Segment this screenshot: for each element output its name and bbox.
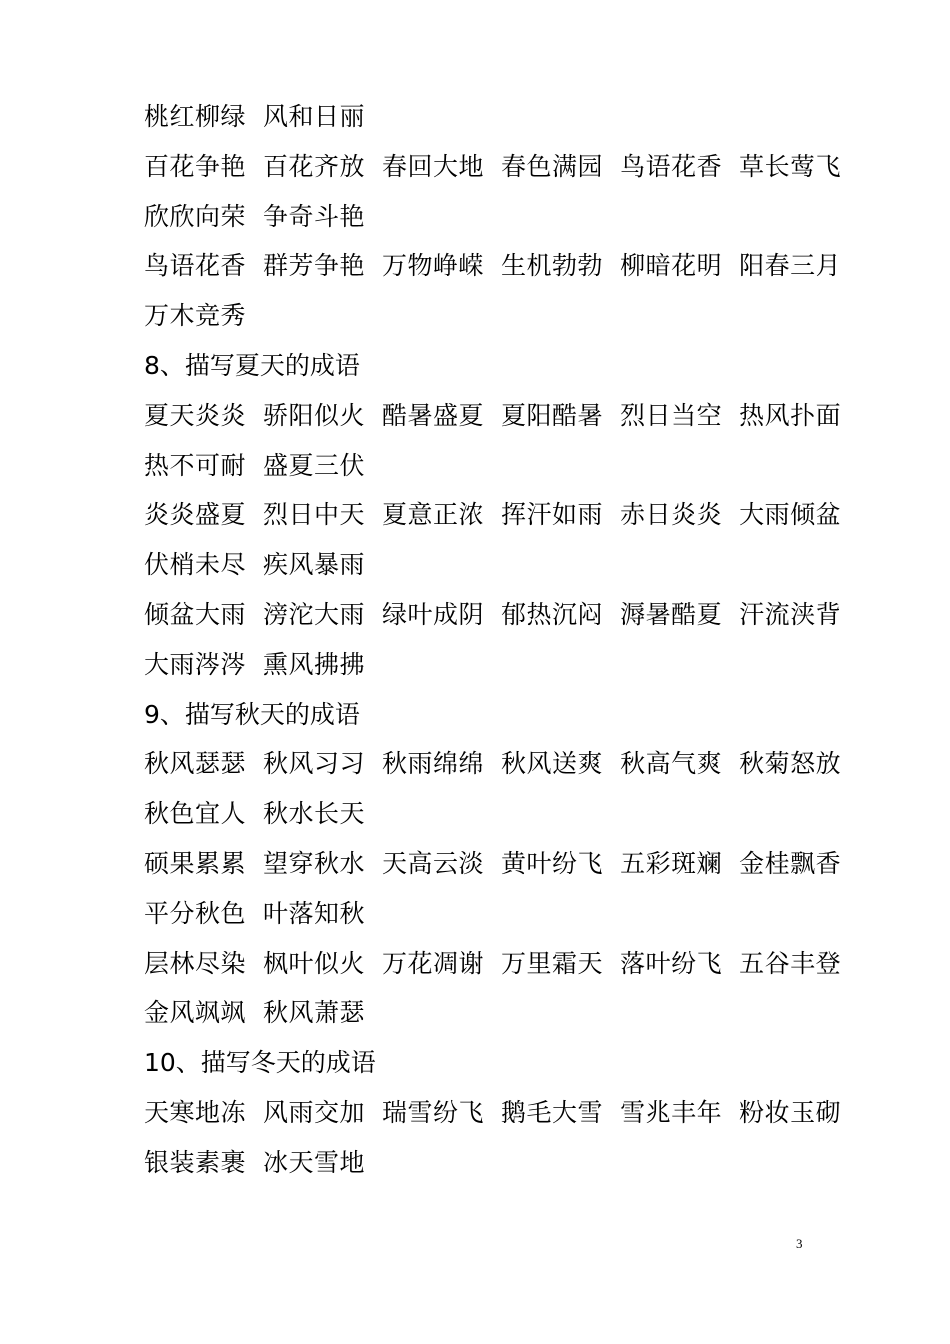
idiom: 夏意正浓: [382, 500, 485, 530]
idiom: 酷暑盛夏: [382, 400, 485, 430]
idiom: 百花争艳: [144, 151, 247, 181]
idiom: 热不可耐: [144, 450, 247, 480]
section-heading: 10、描写冬天的成语: [144, 1048, 376, 1078]
idiom-line: [144, 839, 842, 889]
idiom: 骄阳似火: [263, 400, 366, 430]
idiom: 金风飒飒: [144, 998, 247, 1028]
idiom: 草长莺飞: [739, 151, 842, 181]
idiom-line: [144, 739, 842, 789]
idiom-line: [144, 441, 824, 491]
idiom: 秋色宜人: [144, 799, 247, 829]
idiom: 烈日当空: [620, 400, 723, 430]
idiom: 欣欣向荣: [144, 201, 247, 231]
idiom: 万花凋谢: [382, 948, 485, 978]
idiom-line: [144, 988, 824, 1038]
idiom: 望穿秋水: [263, 848, 366, 878]
idiom: 伏梢未尽: [144, 550, 247, 580]
idiom: 春色满园: [501, 151, 604, 181]
idiom: 天寒地冻: [144, 1097, 247, 1127]
idiom: 疾风暴雨: [263, 550, 366, 580]
idiom: 雪兆丰年: [620, 1097, 723, 1127]
idiom: 枫叶似火: [263, 948, 366, 978]
idiom: 万木竞秀: [144, 301, 247, 331]
idiom-line: [144, 590, 842, 640]
idiom: 鸟语花香: [144, 251, 247, 281]
idiom: 冰天雪地: [263, 1147, 366, 1177]
idiom: 大雨倾盆: [739, 500, 842, 530]
idiom: 郁热沉闷: [501, 599, 604, 629]
idiom-line: [144, 391, 842, 441]
idiom-line: [144, 192, 824, 242]
page-number: 3: [796, 1236, 803, 1251]
idiom: 秋雨绵绵: [382, 749, 485, 779]
idiom: 五谷丰登: [739, 948, 842, 978]
idiom: 叶落知秋: [263, 898, 366, 928]
idiom: 春回大地: [382, 151, 485, 181]
idiom: 烈日中天: [263, 500, 366, 530]
idiom: 秋水长天: [263, 799, 366, 829]
idiom-line: [144, 142, 842, 192]
idiom: 群芳争艳: [263, 251, 366, 281]
idiom: 溽暑酷夏: [620, 599, 723, 629]
idiom-line: [144, 939, 842, 989]
section-heading: 9、描写秋天的成语: [144, 699, 360, 729]
idiom: 倾盆大雨: [144, 599, 247, 629]
idiom-line: [144, 789, 824, 839]
idiom: 万里霜天: [501, 948, 604, 978]
idiom: 柳暗花明: [620, 251, 723, 281]
idiom: 秋风习习: [263, 749, 366, 779]
idiom: 风和日丽: [263, 102, 366, 131]
idiom: 挥汗如雨: [501, 500, 604, 530]
idiom: 夏阳酷暑: [501, 400, 604, 430]
idiom-line: [144, 291, 824, 341]
idiom: 生机勃勃: [501, 251, 604, 281]
idiom: 粉妆玉砌: [739, 1097, 842, 1127]
idiom: 炎炎盛夏: [144, 500, 247, 530]
idiom: 层林尽染: [144, 948, 247, 978]
idiom: 秋风送爽: [501, 749, 604, 779]
idiom: 秋风瑟瑟: [144, 749, 247, 779]
idiom: 秋风萧瑟: [263, 998, 366, 1028]
idiom-line: [144, 889, 824, 939]
idiom-line: [144, 490, 842, 540]
idiom: 鸟语花香: [620, 151, 723, 181]
idiom: 鹅毛大雪: [501, 1097, 604, 1127]
idiom: 平分秋色: [144, 898, 247, 928]
idiom-line: [144, 241, 842, 291]
idiom: 五彩斑斓: [620, 848, 723, 878]
idiom-line: [144, 640, 824, 690]
idiom: 争奇斗艳: [263, 201, 366, 231]
idiom: 赤日炎炎: [620, 500, 723, 530]
idiom-line: [144, 92, 824, 142]
idiom: 热风扑面: [739, 400, 842, 430]
idiom: 秋菊怒放: [739, 749, 842, 779]
document-body: [144, 92, 842, 1188]
idiom-line: [144, 1138, 824, 1188]
idiom: 盛夏三伏: [263, 450, 366, 480]
idiom: 万物峥嵘: [382, 251, 485, 281]
idiom: 大雨涔涔: [144, 649, 247, 679]
idiom: 秋高气爽: [620, 749, 723, 779]
idiom: 桃红柳绿: [144, 102, 247, 131]
idiom-line: [144, 540, 824, 590]
idiom-line: [144, 1088, 842, 1138]
idiom: 黄叶纷飞: [501, 848, 604, 878]
idiom: 绿叶成阴: [382, 599, 485, 629]
idiom: 阳春三月: [739, 251, 842, 281]
idiom: 风雨交加: [263, 1097, 366, 1127]
idiom: 天高云淡: [382, 848, 485, 878]
idiom: 熏风拂拂: [263, 649, 366, 679]
idiom: 夏天炎炎: [144, 400, 247, 430]
idiom: 滂沱大雨: [263, 599, 366, 629]
idiom: 落叶纷飞: [620, 948, 723, 978]
idiom: 百花齐放: [263, 151, 366, 181]
idiom: 瑞雪纷飞: [382, 1097, 485, 1127]
idiom: 硕果累累: [144, 848, 247, 878]
idiom: 银装素裹: [144, 1147, 247, 1177]
section-heading: 8、描写夏天的成语: [144, 350, 360, 380]
idiom: 金桂飘香: [739, 848, 842, 878]
idiom: 汗流浃背: [739, 599, 842, 629]
